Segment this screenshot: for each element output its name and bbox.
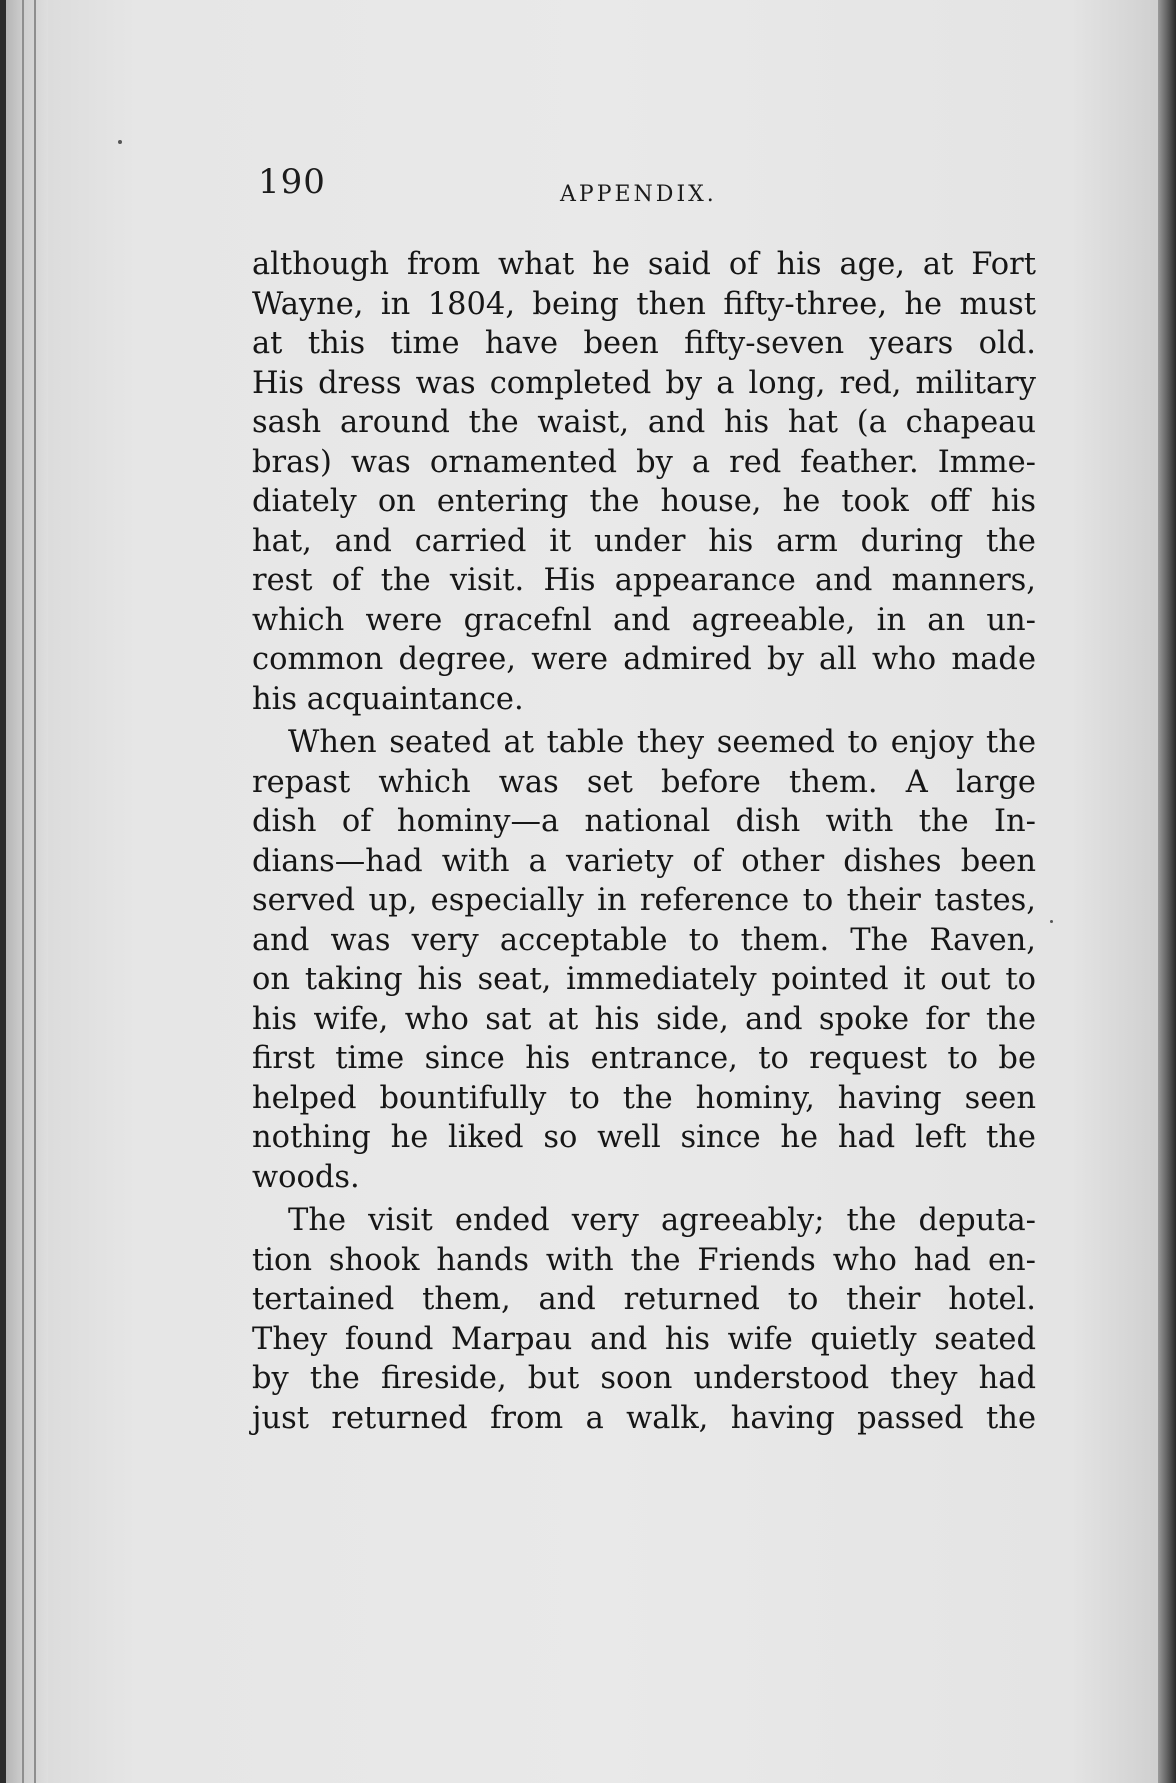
text-line: and was very acceptable to them. The Raven,: [252, 922, 1036, 958]
text-line: When seated at table they seemed to enjoy the: [288, 725, 1036, 760]
page-number: 190: [258, 162, 326, 202]
text-line: just returned from a walk, having passed the: [252, 1400, 1036, 1436]
text-line: rest of the visit. His appearance and manners,: [252, 563, 1036, 598]
text-line: repast which was set before them. A large: [252, 764, 1036, 800]
text-line: served up, especially in reference to their tastes,: [252, 883, 1036, 918]
text-line: sash around the waist, and his hat (a chapeau: [252, 405, 1036, 440]
text-line: tertained them, and returned to their hotel.: [252, 1282, 1036, 1317]
paragraph: [252, 245, 1036, 719]
text-line: his acquaintance.: [252, 681, 524, 717]
paragraph: [252, 1201, 1036, 1438]
text-line: The visit ended very agreeably; the deputa-: [288, 1203, 1036, 1238]
text-line: at this time have been fifty-seven years old.: [252, 326, 1036, 361]
text-line: They found Marpau and his wife quietly seated: [252, 1321, 1036, 1357]
text-line: his wife, who sat at his side, and spoke for the: [252, 1001, 1036, 1037]
page-header: [0, 0, 1176, 240]
body-text: [252, 245, 1036, 1438]
text-line: diately on entering the house, he took off his: [252, 484, 1036, 519]
text-line: by the fireside, but soon understood they had: [252, 1361, 1036, 1396]
paragraph: [252, 723, 1036, 1197]
text-line: woods.: [252, 1159, 360, 1195]
running-head: APPENDIX.: [560, 182, 717, 207]
text-line: His dress was completed by a long, red, military: [252, 365, 1036, 401]
text-line: common degree, were admired by all who made: [252, 642, 1036, 677]
text-line: although from what he said of his age, at Fort: [252, 247, 1036, 282]
text-line: helped bountifully to the hominy, having seen: [252, 1080, 1036, 1116]
gutter-shadow: [1158, 0, 1176, 1783]
text-line: hat, and carried it under his arm during the: [252, 523, 1036, 559]
text-line: bras) was ornamented by a red feather. Imme-: [252, 444, 1036, 480]
text-line: which were gracefnl and agreeable, in an un-: [252, 602, 1036, 638]
paper-speck: [1050, 920, 1053, 923]
text-line: tion shook hands with the Friends who had en-: [252, 1242, 1036, 1278]
page-edge-line: [34, 0, 36, 1783]
page-edge-line: [22, 0, 24, 1783]
text-line: on taking his seat, immediately pointed it out to: [252, 962, 1036, 997]
text-line: first time since his entrance, to request to be: [252, 1041, 1036, 1076]
text-line: nothing he liked so well since he had left the: [252, 1120, 1036, 1155]
text-line: Wayne, in 1804, being then fifty-three, he must: [252, 286, 1036, 322]
text-line: dians—had with a variety of other dishes been: [252, 843, 1036, 879]
text-line: dish of hominy—a national dish with the In-: [252, 804, 1036, 839]
